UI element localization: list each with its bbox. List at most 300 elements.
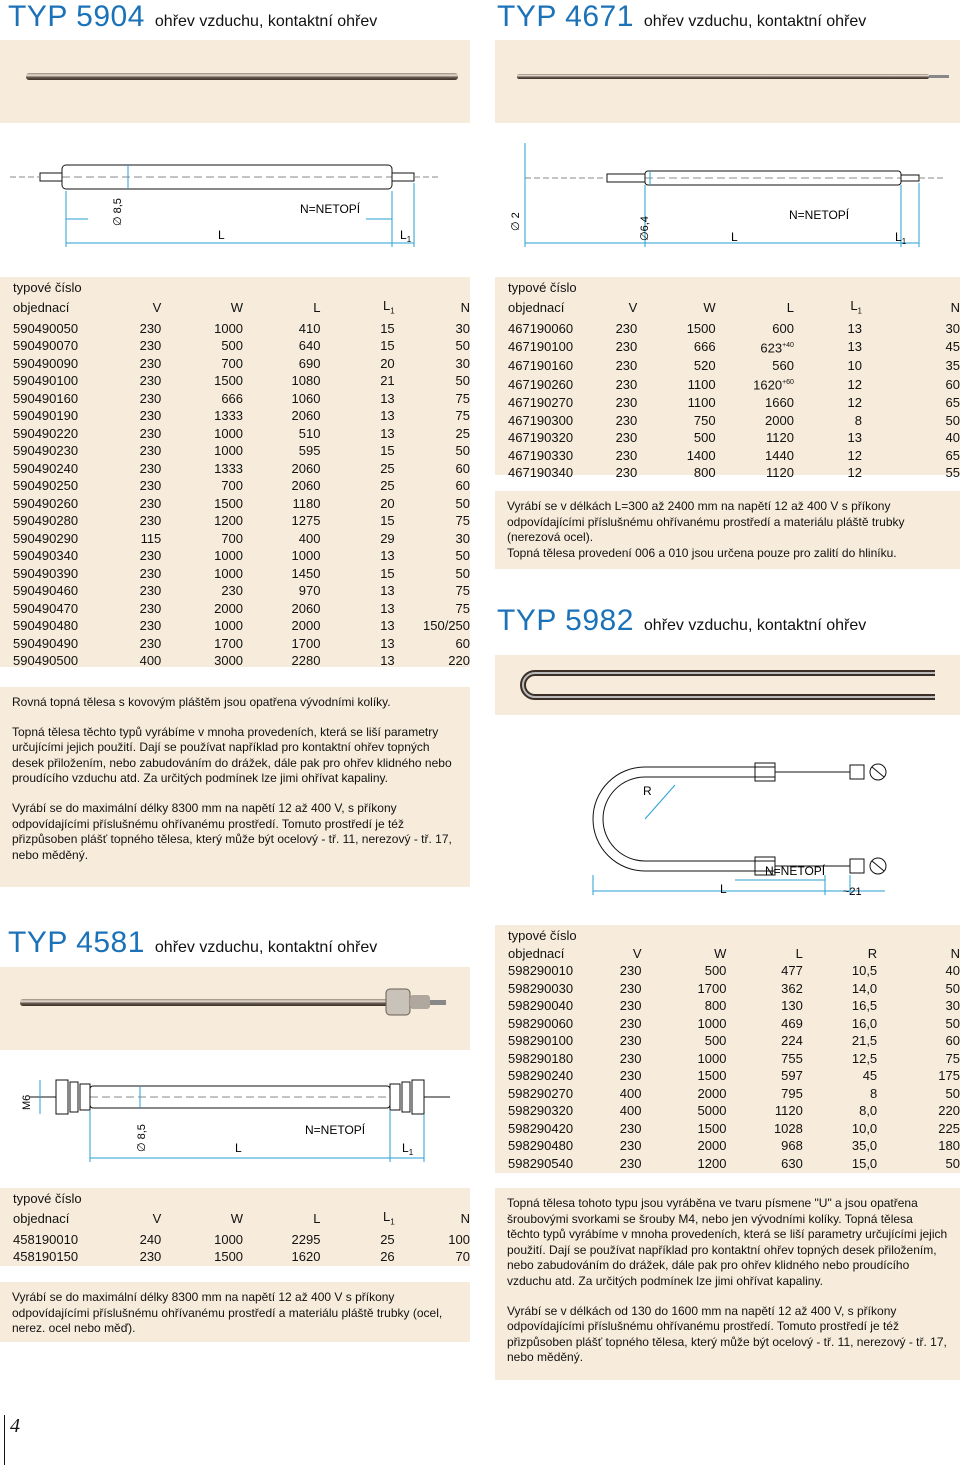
cell-value: 15 — [380, 443, 395, 459]
cell-value: 230 — [619, 998, 642, 1013]
cell-value: 230 — [619, 1015, 642, 1031]
table-header-row — [0, 297, 470, 320]
typ4581-subtitle: ohřev vzduchu, kontaktní ohřev — [154, 939, 378, 956]
table-cell — [591, 1085, 642, 1103]
cell-value: 65 — [945, 447, 960, 463]
table-cell — [243, 407, 320, 425]
cell-value: 60 — [945, 1033, 960, 1048]
thread-label: M6 — [21, 1094, 33, 1110]
table-cell — [395, 582, 470, 600]
table-cell — [642, 1102, 727, 1120]
table-cell — [877, 980, 960, 998]
table-row — [0, 407, 470, 425]
cell-value: 1200 — [214, 513, 244, 529]
table-cell — [161, 425, 243, 443]
column-header — [495, 297, 588, 320]
typ5982-title — [497, 604, 866, 638]
table-cell — [0, 635, 97, 653]
cell-value: 750 — [693, 412, 716, 428]
table-cell — [243, 652, 320, 670]
table-cell — [588, 447, 637, 465]
table-cell — [591, 997, 642, 1015]
column-header-text: objednací — [13, 300, 70, 316]
cell-value: 25 — [380, 460, 395, 476]
table-cell — [803, 1102, 877, 1120]
cell-value: 598290180 — [508, 1050, 574, 1066]
cell-value: 590490500 — [13, 653, 79, 669]
cell-value: 75 — [455, 513, 470, 529]
cell-value: 598290240 — [508, 1068, 574, 1083]
table-row — [0, 652, 470, 670]
cell-value: 700 — [221, 530, 244, 546]
table-cell — [395, 652, 470, 670]
table-cell — [716, 447, 794, 465]
cell-value: 230 — [139, 618, 162, 634]
cell-value: 590490340 — [13, 548, 79, 564]
table-cell — [161, 320, 243, 338]
column-header — [97, 1208, 162, 1231]
column-header-text: V — [152, 1211, 162, 1227]
cell-value: 15 — [380, 565, 395, 581]
table-cell — [320, 582, 394, 600]
table-cell — [642, 1050, 727, 1068]
table-cell — [495, 320, 588, 338]
column-header — [395, 297, 470, 320]
cell-value: 15 — [380, 513, 395, 529]
cell-value: 50 — [945, 1155, 960, 1171]
table-header-row — [0, 279, 470, 297]
note-paragraph: Vyrábí se v délkách od 130 do 1600 mm na napětí 12 až 400 V, s příkony odpovídajícími příslušnému ohřívanému prostředí. Tomuto prostředí je též přizpůsoben plášť topného tělesa, který může být ocelový - tř. 11, nerezový - tř. 17, nebo měděný. — [507, 1303, 947, 1365]
table-cell — [642, 1067, 727, 1085]
cell-value: 590490490 — [13, 635, 79, 651]
typ4671-number: TYP 4671 — [497, 0, 634, 33]
cell-value: 598290030 — [508, 980, 574, 996]
table-cell — [803, 1085, 877, 1103]
cell-value: 666 — [221, 390, 244, 406]
cell-value: 1700 — [214, 635, 244, 651]
table-cell — [495, 1032, 591, 1050]
cell-value: 220 — [448, 653, 470, 669]
table-cell — [588, 464, 637, 482]
cell-value: 1450 — [291, 565, 321, 581]
table-row — [495, 320, 960, 338]
typ4581-number: TYP 4581 — [8, 926, 145, 959]
u-shaped-element-image — [495, 655, 960, 715]
cell-value: 2000 — [291, 618, 321, 634]
typ5904-subtitle: ohřev vzduchu, kontaktní ohřev — [154, 13, 378, 30]
cell-value: 16,5 — [851, 998, 878, 1013]
typ5982-subtitle: ohřev vzduchu, kontaktní ohřev — [643, 617, 867, 634]
cell-value: 467190270 — [508, 395, 574, 411]
cell-value: 13 — [847, 339, 862, 355]
column-header — [803, 945, 877, 963]
cell-value: 1500 — [697, 1068, 727, 1083]
table-cell — [395, 407, 470, 425]
cell-value: 50 — [455, 548, 470, 564]
typ5904-title — [8, 0, 377, 34]
table-cell — [803, 1032, 877, 1050]
typ4671-diagram — [495, 123, 960, 258]
table-cell — [726, 962, 802, 980]
column-header-text: V — [628, 300, 638, 316]
cell-value: 700 — [221, 478, 244, 494]
table-cell — [395, 442, 470, 460]
table-row — [0, 512, 470, 530]
table-cell — [395, 1248, 470, 1266]
table-cell — [97, 530, 162, 548]
table-cell — [495, 447, 588, 465]
cell-value: 1620 — [753, 377, 783, 393]
table-cell — [637, 464, 715, 482]
table-cell — [161, 355, 243, 373]
column-header — [637, 297, 715, 320]
thin-rod-image — [495, 40, 960, 123]
column-header — [862, 297, 960, 320]
cell-value: 598290010 — [508, 963, 574, 978]
cell-value: 12 — [847, 395, 862, 411]
column-header-text: objednací — [508, 945, 565, 961]
table-cell — [495, 1102, 591, 1120]
cell-value: 100 — [448, 1231, 470, 1247]
cell-value: 1000 — [291, 548, 321, 564]
table-row — [495, 1085, 960, 1103]
column-header-text: W — [230, 300, 244, 316]
table-cell — [716, 394, 794, 412]
cell-value: 230 — [615, 447, 638, 463]
table-cell — [161, 477, 243, 495]
table-cell — [877, 1015, 960, 1033]
table-cell — [794, 464, 862, 482]
typ5904-table — [0, 277, 470, 667]
table-row — [0, 617, 470, 635]
column-header — [726, 945, 802, 963]
table-header-row — [495, 945, 960, 963]
cell-value: 700 — [221, 355, 244, 371]
cell-value: 230 — [615, 357, 638, 373]
cell-value: 800 — [693, 465, 716, 481]
table-cell — [0, 495, 97, 513]
table-cell — [243, 337, 320, 355]
radius-label: R — [643, 784, 652, 798]
cell-value: 2060 — [291, 600, 321, 616]
cell-value: 600 — [772, 320, 794, 336]
page-rule — [4, 1415, 5, 1465]
table-cell — [97, 460, 162, 478]
table-cell — [726, 1120, 802, 1138]
column-header-text: V — [632, 945, 642, 961]
table-cell — [161, 407, 243, 425]
table-cell — [161, 337, 243, 355]
table-cell — [243, 425, 320, 443]
cell-value: 180 — [938, 1138, 960, 1153]
table-cell — [395, 600, 470, 618]
table-cell — [161, 582, 243, 600]
column-header — [495, 945, 591, 963]
table-cell — [803, 1067, 877, 1085]
cell-value: 60 — [945, 376, 960, 392]
table-cell — [862, 412, 960, 430]
column-header — [97, 297, 162, 320]
cell-value: 400 — [298, 530, 321, 546]
netopi-label: N=NETOPÍ — [789, 208, 850, 222]
cell-value: 590490050 — [13, 320, 79, 336]
table-cell — [862, 394, 960, 412]
table-cell — [642, 962, 727, 980]
table-row — [0, 477, 470, 495]
table-cell — [0, 355, 97, 373]
cell-value: 590490220 — [13, 425, 79, 441]
cell-value: 1700 — [291, 635, 321, 651]
table-cell — [97, 565, 162, 583]
cell-value: 60 — [455, 460, 470, 476]
diameter-tube-label: ∅6,4 — [639, 216, 651, 241]
cell-value: 1620 — [291, 1249, 321, 1265]
typ4581-note — [0, 1282, 470, 1342]
table-cell — [794, 374, 862, 394]
l1-label: $L_1$ — [400, 228, 412, 244]
cell-value: 230 — [139, 600, 162, 616]
table-cell — [0, 460, 97, 478]
table-row — [0, 530, 470, 548]
cell-value: 598290060 — [508, 1015, 574, 1031]
tolerance-superscript: +40 — [782, 342, 794, 350]
table-cell — [495, 1050, 591, 1068]
cell-value: 590490160 — [13, 390, 79, 406]
cell-value: 240 — [139, 1231, 162, 1247]
table-cell — [395, 1231, 470, 1249]
cell-value: 1200 — [697, 1155, 727, 1171]
cell-value: 598290040 — [508, 998, 574, 1013]
table-cell — [716, 412, 794, 430]
table-cell — [395, 530, 470, 548]
cell-value: 230 — [139, 548, 162, 564]
cell-value: 13 — [380, 425, 395, 441]
table-cell — [726, 980, 802, 998]
table-cell — [243, 617, 320, 635]
cell-value: 230 — [615, 376, 638, 392]
subscript: 1 — [857, 306, 862, 316]
cell-value: 230 — [221, 583, 244, 599]
table-cell — [495, 962, 591, 980]
cell-value: 175 — [938, 1068, 960, 1083]
table-cell — [320, 390, 394, 408]
table-cell — [588, 374, 637, 394]
column-header — [320, 297, 394, 320]
column-header — [877, 945, 960, 963]
cell-value: 590490250 — [13, 478, 79, 494]
table-cell — [97, 477, 162, 495]
cell-value: 13 — [380, 600, 395, 616]
table-cell — [97, 390, 162, 408]
table-cell — [320, 372, 394, 390]
cell-value: 1180 — [292, 495, 321, 511]
table-cell — [716, 464, 794, 482]
cell-value: 65 — [945, 395, 960, 411]
table-cell — [716, 337, 794, 357]
table-cell — [0, 1248, 97, 1266]
note-paragraph: Topná tělesa těchto typů vyrábíme v mnoha provedeních, která se liší parametry určujícími jejich použití. Dají se používat například pro kontaktní ohřev topných desek přiložením, nebo zabudováním do drážek, dále pak pro ohřev klidného nebo proudícího vzduchu atd. Za určitých podmínek lze jimi ohřívat kapaliny. — [12, 724, 452, 786]
cell-value: 970 — [298, 583, 321, 599]
length-label: L — [235, 1141, 242, 1155]
cell-value: 1700 — [697, 980, 727, 996]
table-cell — [243, 442, 320, 460]
cell-value: 1000 — [214, 548, 244, 564]
table-cell — [243, 1231, 320, 1249]
table-cell — [395, 460, 470, 478]
table-cell — [803, 1050, 877, 1068]
table-cell — [0, 425, 97, 443]
cell-value: 2295 — [291, 1231, 321, 1247]
table-cell — [862, 320, 960, 338]
table-cell — [726, 1015, 802, 1033]
cell-value: 10 — [847, 357, 862, 373]
cell-value: 590490260 — [13, 495, 79, 511]
table-row — [0, 1248, 470, 1266]
cell-value: 1028 — [773, 1120, 803, 1136]
cell-value: 1120 — [765, 430, 794, 446]
typ5982-diagram — [495, 715, 960, 910]
length-label: L — [720, 882, 727, 896]
cell-value: 230 — [139, 495, 162, 511]
table-cell — [320, 337, 394, 355]
table-cell — [97, 582, 162, 600]
column-header-text: L — [313, 300, 321, 316]
table-cell — [862, 464, 960, 482]
table-cell — [97, 635, 162, 653]
cell-value: 30 — [455, 320, 470, 336]
cell-value: 230 — [619, 1138, 642, 1153]
cell-value: 30 — [455, 355, 470, 371]
cell-value: 55 — [945, 465, 960, 481]
table-cell — [591, 1155, 642, 1173]
cell-value: 15 — [380, 338, 395, 354]
table-cell — [0, 565, 97, 583]
cell-value: 598290420 — [508, 1120, 574, 1136]
cell-value: 590490390 — [13, 565, 79, 581]
cell-value: 597 — [781, 1068, 803, 1083]
table-cell — [97, 512, 162, 530]
table-cell — [320, 1248, 394, 1266]
cell-value: 75 — [455, 408, 470, 424]
approx-label: ~21 — [843, 886, 862, 898]
column-header-text: N — [950, 945, 960, 961]
cell-value: 30 — [455, 530, 470, 546]
cell-value: 410 — [298, 320, 321, 336]
table-cell — [320, 1231, 394, 1249]
column-header-text: L — [795, 945, 803, 961]
table-cell — [243, 1248, 320, 1266]
subscript: 1 — [390, 1217, 395, 1227]
cell-value: 467190300 — [508, 412, 574, 428]
table-cell — [320, 477, 394, 495]
table-cell — [320, 547, 394, 565]
cell-value: 230 — [615, 339, 638, 355]
column-header — [0, 297, 97, 320]
cell-value: 230 — [139, 355, 162, 371]
table-cell — [395, 547, 470, 565]
cell-value: 590490290 — [13, 530, 79, 546]
table-row — [0, 337, 470, 355]
cell-value: 13 — [380, 583, 395, 599]
table-row — [495, 1050, 960, 1068]
table-cell — [161, 530, 243, 548]
table-cell — [0, 652, 97, 670]
cell-value: 1400 — [686, 447, 716, 463]
table-cell — [642, 1120, 727, 1138]
table-cell — [243, 600, 320, 618]
table-cell — [97, 652, 162, 670]
table-cell — [877, 1032, 960, 1050]
cell-value: 1080 — [291, 373, 321, 389]
cell-value: 230 — [139, 635, 162, 651]
cell-value: 1440 — [765, 447, 794, 463]
cell-value: 467190100 — [508, 339, 574, 355]
column-header-text: N — [460, 1211, 470, 1227]
table-row — [495, 374, 960, 394]
table-cell — [320, 530, 394, 548]
cell-value: 26 — [380, 1249, 395, 1265]
table-cell — [716, 374, 794, 394]
table-row — [495, 1155, 960, 1173]
table-cell — [243, 495, 320, 513]
cell-value: 2000 — [697, 1138, 727, 1153]
table-cell — [320, 652, 394, 670]
cell-value: 666 — [693, 339, 716, 355]
cell-value: 1120 — [774, 1103, 803, 1118]
table-row — [495, 1067, 960, 1085]
cell-value: 230 — [615, 412, 638, 428]
cell-value: 230 — [619, 963, 642, 978]
table-cell — [794, 357, 862, 375]
cell-value: 230 — [139, 583, 162, 599]
table-cell — [726, 1085, 802, 1103]
cell-value: 3000 — [214, 653, 244, 669]
table-cell — [243, 530, 320, 548]
cell-value: 115 — [140, 530, 162, 546]
table-row — [0, 582, 470, 600]
table-cell — [803, 1137, 877, 1155]
table-cell — [320, 460, 394, 478]
table-row — [495, 1015, 960, 1033]
cell-value: 230 — [619, 1155, 642, 1171]
table-cell — [591, 1120, 642, 1138]
cell-value: 220 — [938, 1103, 960, 1118]
table-cell — [0, 582, 97, 600]
cell-value: 230 — [139, 373, 162, 389]
cell-value: 467190060 — [508, 320, 574, 336]
cell-value: 50 — [455, 373, 470, 389]
cell-value: 510 — [298, 425, 321, 441]
netopi-label: N=NETOPÍ — [765, 864, 826, 878]
table-cell — [161, 617, 243, 635]
cell-value: 467190260 — [508, 376, 574, 392]
table-cell — [794, 394, 862, 412]
typ5982-note — [495, 1188, 960, 1380]
cell-value: 590490230 — [13, 443, 79, 459]
cell-value: 1000 — [214, 618, 244, 634]
diameter-label: ∅ 8,5 — [112, 198, 124, 226]
cell-value: 2060 — [291, 478, 321, 494]
table-cell — [395, 390, 470, 408]
table-cell — [395, 512, 470, 530]
table-cell — [495, 374, 588, 394]
table-cell — [803, 1015, 877, 1033]
table-row — [495, 429, 960, 447]
cell-value: 230 — [615, 320, 638, 336]
table-cell — [320, 355, 394, 373]
cell-value: 595 — [298, 443, 321, 459]
cell-value: 1000 — [214, 425, 244, 441]
